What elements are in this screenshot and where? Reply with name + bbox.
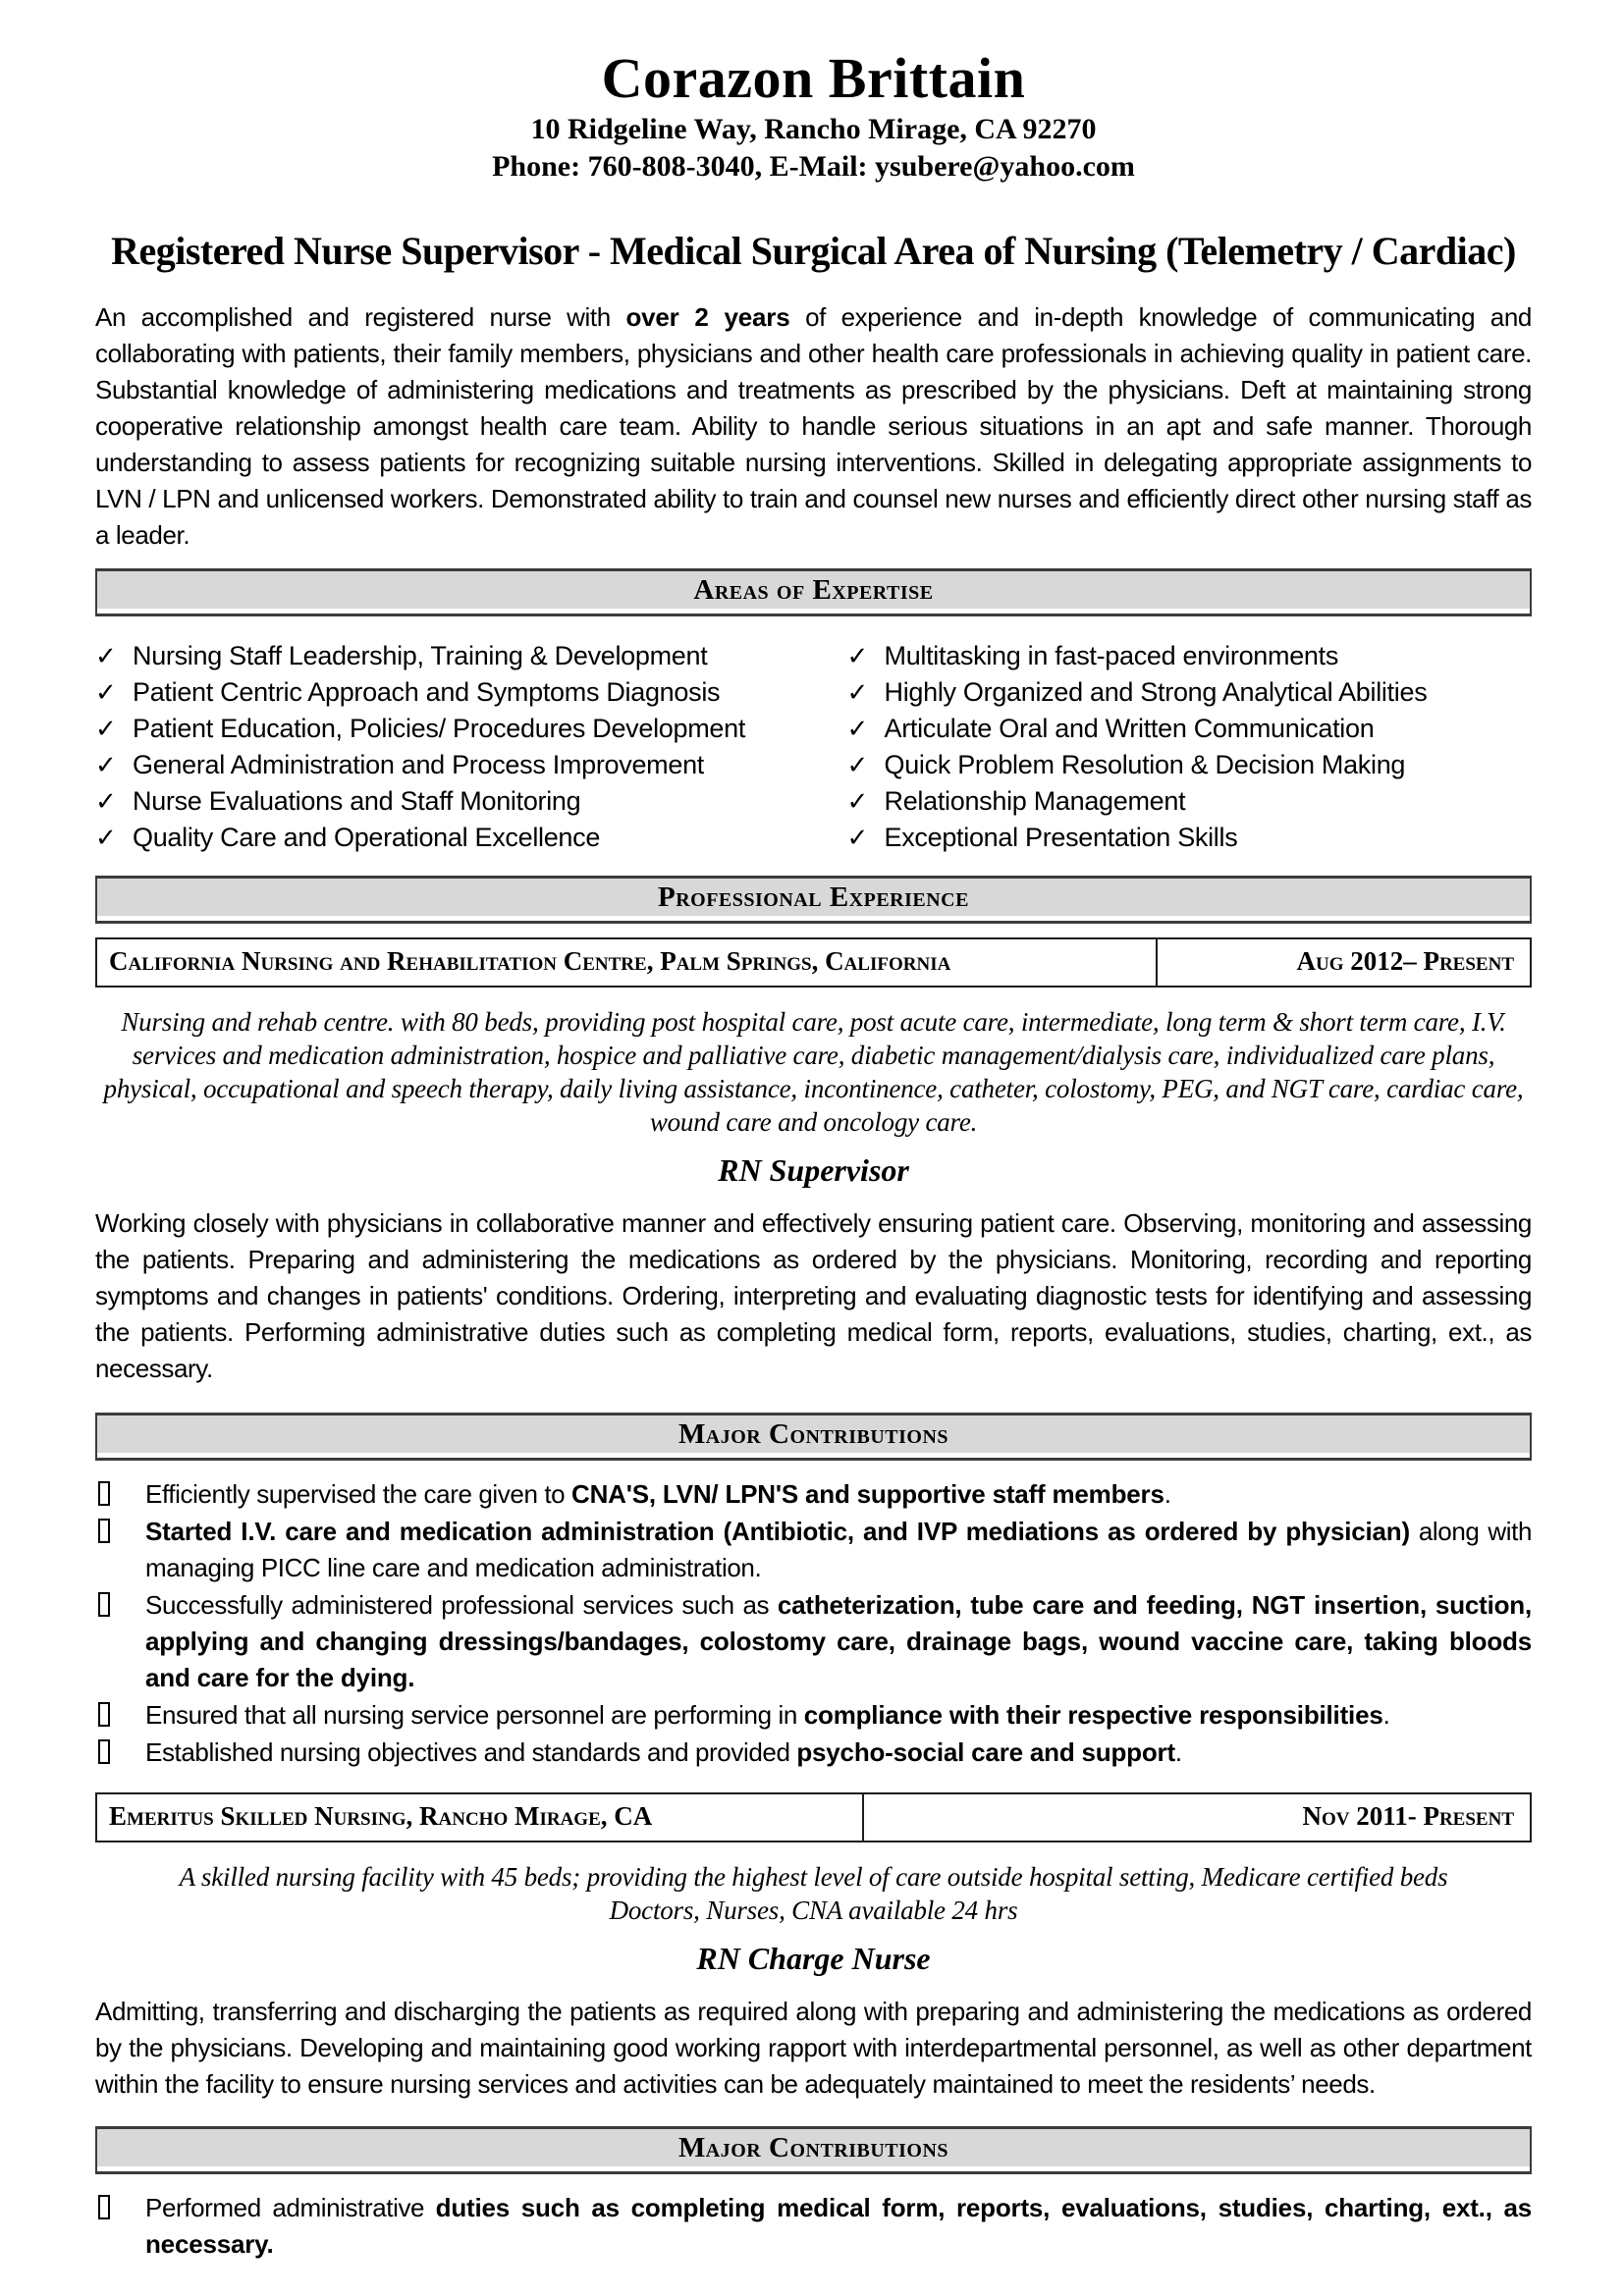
employer-name: Emeritus Skilled Nursing, Rancho Mirage, CA [97,1794,864,1841]
expertise-item [847,820,1533,856]
expertise-item [847,638,1533,674]
contribution-text: Successfully administered professional services such as catheterization, tube care and feeding, NGT insertion, suction, applying and changing dressings/bandages, colostomy care, drainage bags, wound vaccine care, taking bloods and care for the dying. [145,1589,1533,1692]
contribution-text: Ensured that all nursing service personnel are performing in compliance with their respective responsibilities. [145,1699,1390,1730]
section-header-label: Major Contributions [677,1417,949,1450]
contribution-item [95,1735,1532,1771]
facility-description [95,1860,1532,1927]
expertise-column-right [814,638,1533,856]
expertise-item-label: Relationship Management [884,785,1186,816]
contribution-item [95,1697,1532,1734]
role-title: RN Charge Nurse [696,1940,931,1976]
check-icon: ✓ [846,749,868,779]
contribution-item [95,1514,1532,1586]
section-header-areas-of-expertise [95,568,1532,616]
check-icon: ✓ [846,822,868,852]
check-icon: ✓ [95,822,117,852]
expertise-item [95,820,814,856]
resume-title: Registered Nurse Supervisor - Medical Surgical Area of Nursing (Telemetry / Cardiac) [111,228,1516,273]
contribution-item [95,2190,1532,2263]
contact-line: Phone: 760-808-3040, E-Mail: ysubere@yahoo.com [492,149,1135,183]
expertise-item-label: Patient Education, Policies/ Procedures Development [133,713,746,743]
missing-glyph-bullet-icon [98,1702,110,1727]
employment-dates: Nov 2011- Present [1302,1800,1514,1831]
contributions-list [95,1476,1532,1771]
missing-glyph-bullet-icon [98,1481,110,1506]
facility-description: Nursing and rehab centre. with 80 beds, providing post hospital care, post acute care, intermediate, long term & short term care, I.V. services and medication administration, hospice and palliative care, diabetic management/dialysis care, individualized care plans, physical, occupational and speech therapy, daily living assistance, incontinence, catheter, colostomy, PEG, and NGT care, cardiac care, wound care and oncology care. [103,1006,1524,1137]
expertise-item-label: Nurse Evaluations and Staff Monitoring [133,785,581,816]
expertise-item [847,711,1533,747]
section-header-label: Professional Experience [658,881,969,913]
expertise-item-label: Highly Organized and Strong Analytical Abilities [884,676,1428,707]
employer-row [95,937,1532,988]
missing-glyph-bullet-icon [98,2195,110,2219]
expertise-item-label: Articulate Oral and Written Communication [884,713,1375,743]
role-title: RN Supervisor [718,1151,909,1188]
contribution-text: Performed administrative duties such as completing medical form, reports, evaluations, studies, charting, ext., as necessary. [145,2192,1532,2259]
section-header-major-contributions [95,2126,1532,2174]
missing-glyph-bullet-icon [98,1519,110,1543]
expertise-item-label: General Administration and Process Improvement [133,749,704,779]
expertise-column-left [95,638,814,856]
expertise-item [847,674,1533,711]
expertise-item-label: Multitasking in fast-paced environments [884,640,1339,670]
expertise-item [95,674,814,711]
contributions-list [95,2190,1532,2263]
expertise-item [95,638,814,674]
expertise-item [95,711,814,747]
facility-description-line: A skilled nursing facility with 45 beds; providing the highest level of care outside hospital setting, Medicare certified beds [179,1861,1448,1892]
contribution-text: Started I.V. care and medication administration (Antibiotic, and IVP mediations as ordered by physician) along with managing PICC line care and medication administration. [145,1516,1533,1582]
address-line: 10 Ridgeline Way, Rancho Mirage, CA 92270 [530,112,1097,145]
role-description: Admitting, transferring and discharging the patients as required along with preparing and administering the medications as ordered by the physicians. Developing and maintaining good working rapport with interdepartmental personnel, as well as other department within the facility to ensure nursing services and activities can be adequately maintained to meet the residents’ needs. [95,1996,1532,2099]
summary-paragraph: An accomplished and registered nurse with over 2 years of experience and in-depth knowledge of communicating and collaborating with patients, their family members, physicians and other health care professionals in achieving quality in patient care. Substantial knowledge of administering medications and treatments as prescribed by the physicians. Deft at maintaining strong cooperative relationship amongst health care team. Ability to handle serious situations in an apt and safe manner. Thorough understanding to assess patients for recognizing suitable nursing interventions. Skilled in delegating appropriate assignments to LVN / LPN and unlicensed workers. Demonstrated ability to train and counsel new nurses and efficiently direct other nursing staff as a leader. [95,301,1532,550]
contribution-item [95,1476,1532,1513]
expertise-item-label: Patient Centric Approach and Symptoms Diagnosis [133,676,721,707]
section-header-major-contributions [95,1413,1532,1461]
missing-glyph-bullet-icon [98,1739,110,1764]
section-header-label: Areas of Expertise [693,573,934,606]
facility-description-line: Doctors, Nurses, CNA available 24 hrs [609,1895,1018,1925]
expertise-item [95,783,814,820]
check-icon: ✓ [846,785,868,816]
expertise-item-label: Nursing Staff Leadership, Training & Development [133,640,708,670]
employer-row [95,1792,1532,1842]
check-icon: ✓ [846,713,868,743]
resume-header [95,47,1532,274]
person-name: Corazon Brittain [601,46,1026,110]
role-description: Working closely with physicians in collaborative manner and effectively ensuring patient care. Observing, monitoring and assessing the patients. Preparing and administering the medications as ordered by the physicians. Monitoring, recording and reporting symptoms and changes in patients' conditions. Ordering, interpreting and evaluating diagnostic tests for identifying and assessing the patients. Performing administrative duties such as completing medical form, reports, evaluations, studies, charting, ext., as necessary. [95,1207,1532,1383]
employment-dates: Aug 2012– Present [1296,945,1514,976]
contribution-text: Established nursing objectives and standards and provided psycho-social care and support. [145,1736,1182,1767]
expertise-item-label: Quick Problem Resolution & Decision Making [884,749,1406,779]
expertise-item [847,747,1533,783]
contribution-item [95,1587,1532,1696]
check-icon: ✓ [95,640,117,670]
check-icon: ✓ [95,785,117,816]
check-icon: ✓ [95,749,117,779]
check-icon: ✓ [846,640,868,670]
employer-name: California Nursing and Rehabilitation Centre, Palm Springs, California [97,939,1158,986]
expertise-item [95,747,814,783]
contribution-text: Efficiently supervised the care given to CNA'S, LVN/ LPN'S and supportive staff members. [145,1478,1171,1509]
check-icon: ✓ [95,676,117,707]
expertise-item [847,783,1533,820]
expertise-item-label: Quality Care and Operational Excellence [133,822,601,852]
expertise-item-label: Exceptional Presentation Skills [884,822,1238,852]
missing-glyph-bullet-icon [98,1592,110,1617]
check-icon: ✓ [846,676,868,707]
section-header-professional-experience [95,876,1532,924]
check-icon: ✓ [95,713,117,743]
expertise-list [95,638,1532,856]
section-header-label: Major Contributions [677,2131,949,2163]
